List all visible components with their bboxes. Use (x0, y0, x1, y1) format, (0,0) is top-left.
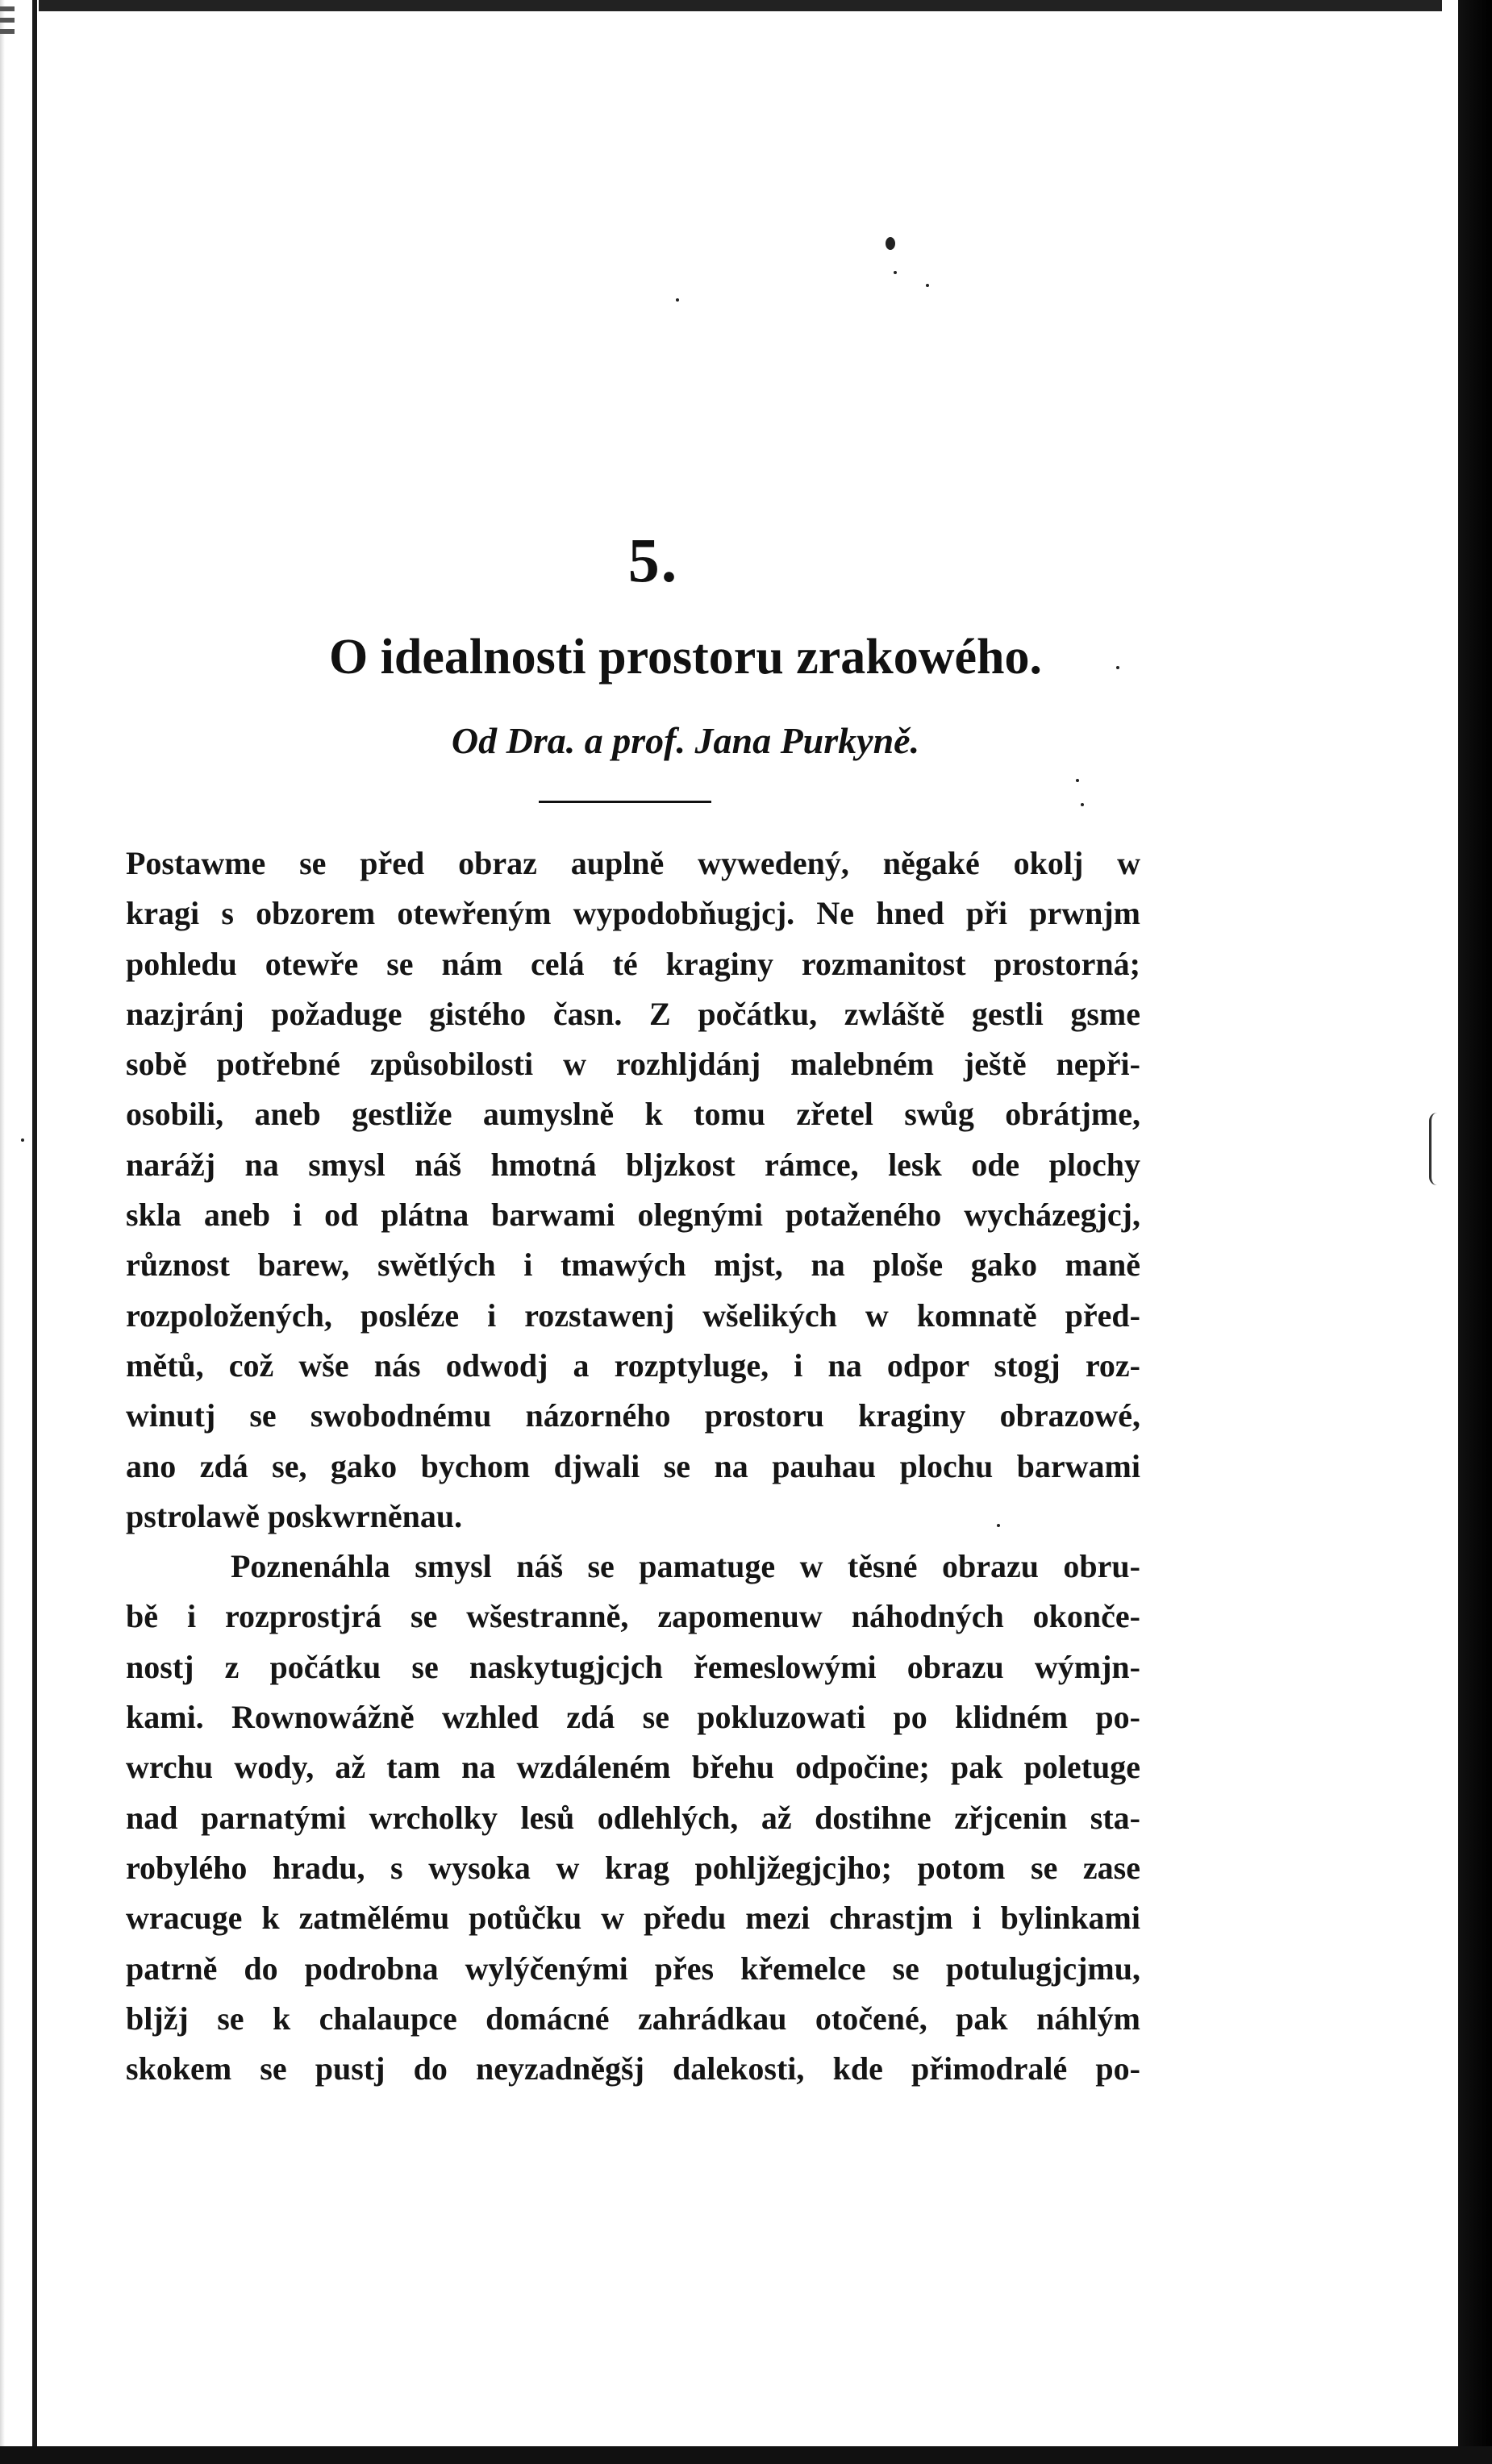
scan-edge-left (0, 0, 39, 2464)
text-line: patrně do podrobna wylýčenými přes křemelce se potulugjcjmu, (126, 1950, 1140, 1987)
article-author: Od Dra. a prof. Jana Purkyně. (451, 720, 920, 761)
scan-edge-bottom (0, 2446, 1492, 2464)
text-line: nostj z počátku se naskytugjcjch řemeslowými obrazu wýmjn- (126, 1648, 1140, 1685)
text-line: wrchu wody, až tam na wzdáleném břehu odpočine; pak poletuge (126, 1749, 1140, 1786)
article-body (126, 839, 1140, 2094)
title-rule (539, 801, 711, 803)
text-line: Postawme se před obraz auplně wywedený, něgaké okolj w (126, 845, 1140, 881)
text-line: bě i rozprostjrá se wšestranně, zapomenuw náhodných okonče- (126, 1598, 1140, 1635)
text-line: sobě potřebné způsobilosti w rozhljdánj malebném ještě nepři- (126, 1046, 1140, 1083)
text-line: Poznenáhla smysl náš se pamatuge w těsné obrazu obru- (231, 1548, 1140, 1585)
text-line: osobili, aneb gestliže aumyslně k tomu zřetel swůg obrátjme, (126, 1096, 1140, 1133)
scan-edge-right (1442, 0, 1492, 2464)
text-line: nad parnatými wrcholky lesů odlehlých, až dostihne zřjcenin sta- (126, 1799, 1140, 1836)
text-line: winutj se swobodnému názorného prostoru kraginy obrazowé, (126, 1397, 1140, 1434)
chapter-number: 5. (627, 525, 679, 595)
text-line: pstrolawě poskwrněnau. (126, 1497, 463, 1534)
text-line: bljžj se k chalaupce domácné zahrádkau otočené, pak náhlým (126, 2000, 1140, 2037)
text-line: rozpoložených, posléze i rozstawenj wšelikých w komnatě před- (126, 1297, 1140, 1334)
margin-mark (1429, 1113, 1441, 1185)
text-line: pohledu otewře se nám celá té kraginy rozmanitost prostorná; (126, 945, 1140, 982)
binding-marks (0, 0, 16, 210)
text-line: různost barew, swětlých i tmawých mjst, na ploše gako maně (126, 1247, 1140, 1284)
text-line: skla aneb i od plátna barwami olegnými potaženého wycházegjcj, (126, 1197, 1140, 1234)
text-line: kami. Rownowážně wzhled zdá se pokluzowati po klidném po- (126, 1699, 1140, 1736)
paragraph-1 (126, 839, 1140, 1542)
text-line: kragi s obzorem otewřeným wypodobňugjcj. Ne hned při prwnjm (126, 895, 1140, 932)
text-line: robylého hradu, s wysoka w krag pohljžegjcjho; potom se zase (126, 1849, 1140, 1886)
text-line: nazjránj požaduge gistého časn. Z počátku, zwláště gestli gsme (126, 995, 1140, 1032)
text-line: mětů, což wše nás odwodj a rozptyluge, i na odpor stogj roz- (126, 1346, 1140, 1384)
scan-edge-top (0, 0, 1492, 11)
article-title: O idealnosti prostoru zrakowého. (328, 630, 1043, 685)
text-line: narážj na smysl náš hmotná bljzkost rámce, lesk ode plochy (126, 1146, 1140, 1183)
text-line: wracuge k zatmělému potůčku w předu mezi chrastjm i bylinkami (126, 1900, 1140, 1937)
text-line: ano zdá se, gako bychom djwali se na pauhau plochu barwami (126, 1447, 1140, 1484)
text-line: skokem se pustj do neyzadněgšj dalekosti, kde přimodralé po- (126, 2050, 1140, 2087)
paragraph-2 (126, 1542, 1140, 2094)
